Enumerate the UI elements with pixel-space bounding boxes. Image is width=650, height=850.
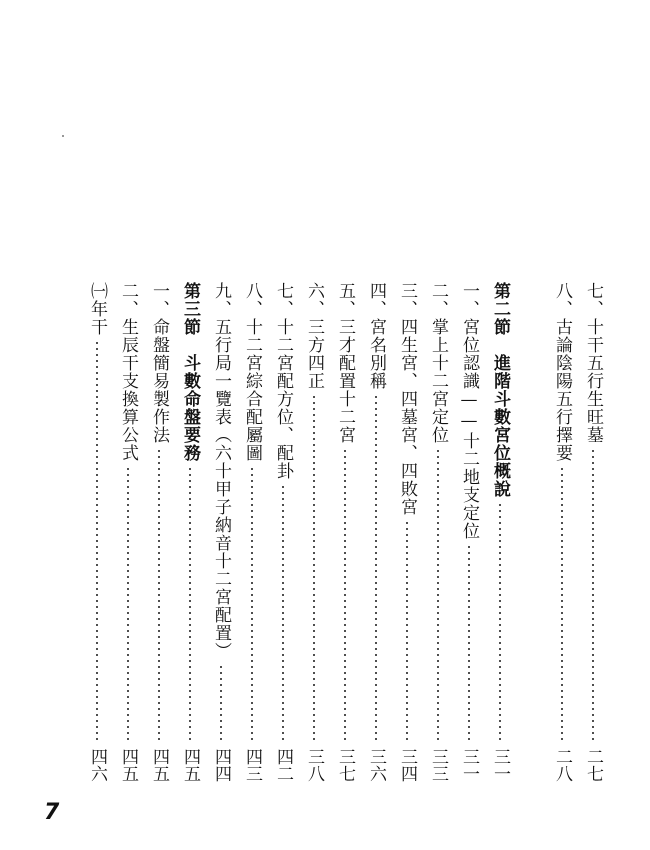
entry-page-number: 三一 — [459, 748, 479, 782]
entry-page-number: 四三 — [242, 748, 262, 782]
entry-title: 七、十二宮配方位、配卦 — [273, 282, 293, 480]
entry-title: 一、命盤簡易製作法 — [149, 282, 169, 444]
dot-leader — [127, 466, 129, 742]
dot-leader — [251, 466, 253, 742]
entry-page-number: 四四 — [211, 748, 231, 782]
dot-leader — [313, 394, 315, 742]
toc-entry — [332, 282, 358, 782]
dot-leader — [375, 394, 377, 742]
entry-title: 五、三才配置十二宮 — [335, 282, 355, 444]
entry-page-number: 四五 — [180, 748, 200, 782]
toc-entry — [146, 282, 172, 782]
entry-page-number: 三四 — [397, 748, 417, 782]
dot-leader — [344, 448, 346, 742]
entry-title: 二、掌上十二宮定位 — [428, 282, 448, 444]
toc-spacer — [518, 282, 544, 782]
entry-title: 九、五行局一覽表（六十甲子納音十二宮配置） — [211, 282, 231, 660]
entry-page-number: 二七 — [583, 748, 603, 782]
dot-leader — [220, 664, 222, 742]
entry-page-number: 三八 — [304, 748, 324, 782]
dot-leader — [437, 448, 439, 742]
entry-title: 六、三方四正 — [304, 282, 324, 390]
entry-page-number: 四二 — [273, 748, 293, 782]
toc-entry — [394, 282, 420, 782]
section-heading: 第二節 進階斗數宮位概說 — [490, 282, 510, 498]
toc-entry — [301, 282, 327, 782]
dot-leader — [282, 484, 284, 742]
dot-leader — [406, 520, 408, 742]
toc-entry — [84, 282, 110, 782]
dot-leader — [158, 448, 160, 742]
paper-speck — [62, 135, 64, 137]
toc-entry — [456, 282, 482, 782]
toc-entry — [208, 282, 234, 782]
entry-page-number: 四六 — [87, 748, 107, 782]
table-of-contents — [40, 282, 603, 782]
entry-title: 八、古論陰陽五行擇要 — [552, 282, 572, 462]
dot-leader — [468, 544, 470, 742]
entry-title: 二、生辰干支換算公式 — [118, 282, 138, 462]
toc-entry — [239, 282, 265, 782]
toc-entry — [115, 282, 141, 782]
toc-entry — [425, 282, 451, 782]
dot-leader — [96, 340, 98, 742]
dot-leader — [561, 466, 563, 742]
dot-leader — [499, 502, 501, 742]
toc-entry — [177, 282, 203, 782]
toc-entry — [487, 282, 513, 782]
entry-title: 八、十二宮綜合配屬圖 — [242, 282, 262, 462]
toc-entry — [363, 282, 389, 782]
entry-title: 一、宮位認識——十二地支定位 — [459, 282, 479, 540]
section-heading: 第三節 斗數命盤要務 — [180, 282, 200, 462]
entry-page-number: 三六 — [366, 748, 386, 782]
dot-leader — [592, 448, 594, 742]
page-number: 7 — [44, 800, 60, 825]
entry-title: 三、四生宮、四墓宮、四敗宮 — [397, 282, 417, 516]
entry-page-number: 三一 — [490, 748, 510, 782]
entry-title: 七、十干五行生旺墓 — [583, 282, 603, 444]
entry-title: 四、宮名別稱 — [366, 282, 386, 390]
entry-page-number: 四五 — [149, 748, 169, 782]
entry-page-number: 三三 — [428, 748, 448, 782]
entry-page-number: 二八 — [552, 748, 572, 782]
entry-title: ㈠年干 — [87, 282, 107, 336]
toc-entry — [580, 282, 606, 782]
toc-entry — [549, 282, 575, 782]
dot-leader — [189, 466, 191, 742]
entry-page-number: 四五 — [118, 748, 138, 782]
entry-page-number: 三七 — [335, 748, 355, 782]
toc-entry — [270, 282, 296, 782]
